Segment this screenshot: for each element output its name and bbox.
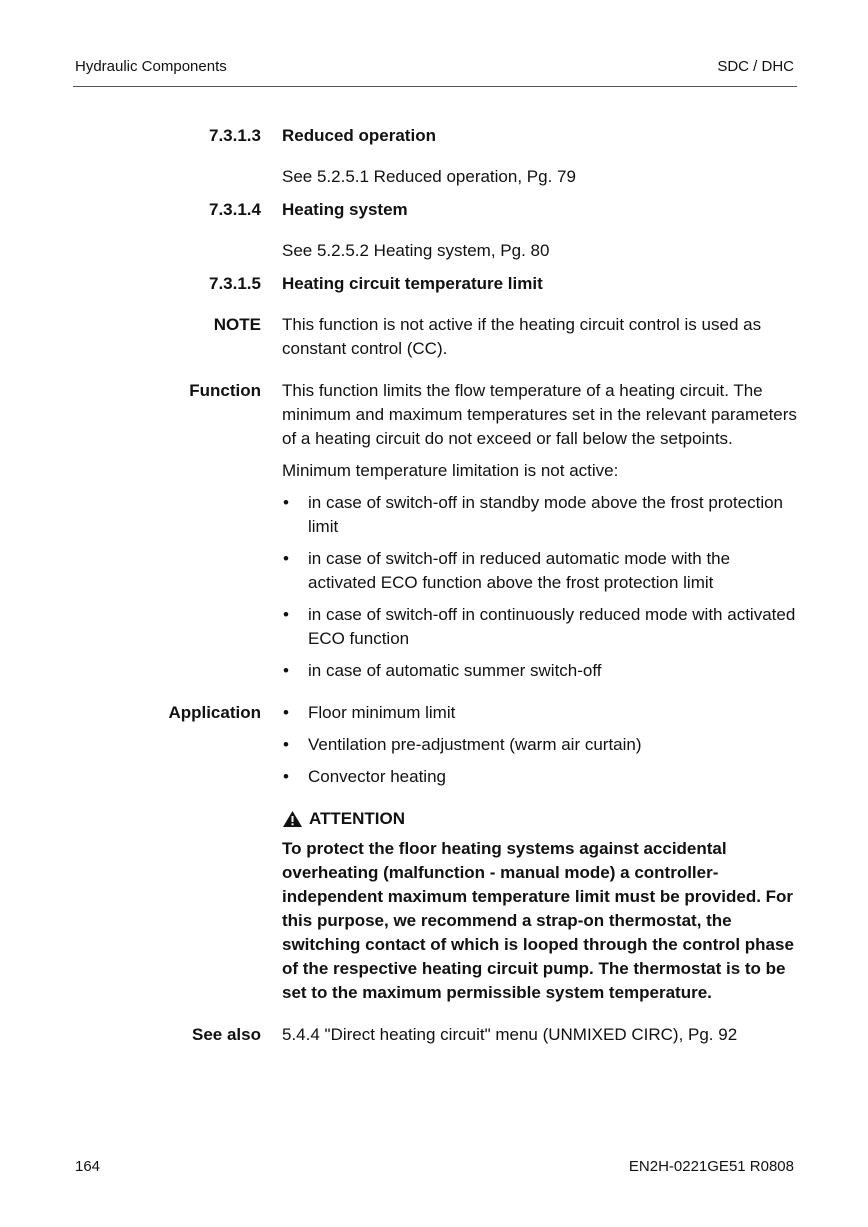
section-number: 7.3.1.3 (209, 126, 261, 145)
see-also-block (0, 1023, 868, 1047)
function-label: Function (189, 381, 261, 400)
header-rule (73, 86, 797, 87)
bullet-icon: • (283, 767, 289, 786)
header-product: SDC / DHC (717, 58, 794, 75)
application-body (282, 701, 797, 1005)
list-item (282, 733, 797, 757)
list-item (282, 547, 797, 595)
section-7313-body (0, 165, 868, 189)
application-block (0, 701, 868, 1005)
list-item-text: in case of switch-off in standby mode above the frost protection limit (308, 493, 784, 536)
section-title: Heating circuit temperature limit (282, 274, 543, 293)
section-title: Reduced operation (282, 126, 436, 145)
bullet-icon: • (283, 493, 289, 512)
page-content (0, 124, 868, 1047)
list-item (282, 659, 797, 683)
section-title: Heating system (282, 200, 408, 219)
section-7313-heading (0, 124, 868, 148)
function-paragraph: Minimum temperature limitation is not active: (282, 461, 619, 480)
cross-reference: See 5.2.5.1 Reduced operation, Pg. 79 (282, 167, 576, 186)
attention-text: To protect the floor heating systems against accidental overheating (malfunction - manual mode) a controller-independent maximum temperature limit must be provided. For this purpose, we recommend a strap-on thermostat, the switching contact of which is looped through the control phase of the respective heating circuit pump. The thermostat is to be set to the maximum permissible system temperature. (282, 839, 794, 1002)
section-7315-heading (0, 272, 868, 296)
list-item-text: Floor minimum limit (308, 703, 456, 722)
note-text: This function is not active if the heating circuit control is used as constant control (CC). (282, 315, 762, 358)
note-label: NOTE (213, 315, 261, 334)
list-item (282, 765, 797, 789)
bullet-icon: • (283, 549, 289, 568)
function-block (0, 379, 868, 683)
warning-triangle-icon (282, 810, 303, 828)
attention-title: ATTENTION (309, 809, 406, 828)
function-body (282, 379, 797, 683)
attention-heading (282, 807, 797, 831)
list-item-text: in case of switch-off in reduced automatic mode with the activated ECO function above the frost protection limit (308, 549, 731, 592)
list-item (282, 491, 797, 539)
section-number: 7.3.1.5 (209, 274, 261, 293)
list-item (282, 701, 797, 725)
section-7314-body (0, 239, 868, 263)
list-item-text: in case of switch-off in continuously reduced mode with activated ECO function (308, 605, 796, 648)
document-code: EN2H-0221GE51 R0808 (628, 1158, 794, 1175)
cross-reference: See 5.2.5.2 Heating system, Pg. 80 (282, 241, 550, 260)
list-item-text: in case of automatic summer switch-off (308, 661, 602, 680)
function-paragraph: This function limits the flow temperature of a heating circuit. The minimum and maximum temperatures set in the relevant parameters of a heating circuit do not exceed or fall below the setpoints. (282, 381, 797, 448)
page-number: 164 (75, 1158, 101, 1175)
list-item-text: Convector heating (308, 767, 446, 786)
bullet-icon: • (283, 735, 289, 754)
bullet-icon: • (283, 703, 289, 722)
list-item (282, 603, 797, 651)
bullet-icon: • (283, 661, 289, 680)
list-item-text: Ventilation pre-adjustment (warm air curtain) (308, 735, 642, 754)
note-block (0, 313, 868, 361)
see-also-label: See also (192, 1025, 261, 1044)
section-7314-heading (0, 198, 868, 222)
section-number: 7.3.1.4 (209, 200, 261, 219)
application-label: Application (168, 703, 261, 722)
see-also-link[interactable]: 5.4.4 "Direct heating circuit" menu (UNMIXED CIRC), Pg. 92 (282, 1025, 738, 1044)
bullet-icon: • (283, 605, 289, 624)
header-title: Hydraulic Components (75, 58, 227, 75)
